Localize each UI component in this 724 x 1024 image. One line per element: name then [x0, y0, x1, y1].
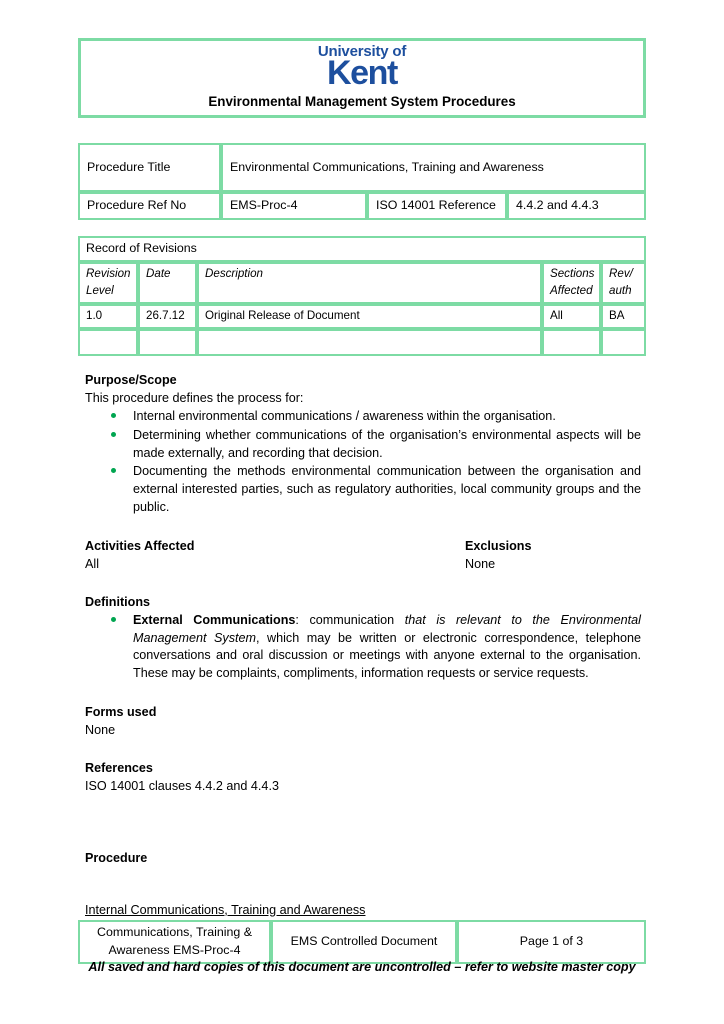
- table-header-row: [78, 262, 646, 304]
- cell-rev-auth: BA: [601, 304, 646, 329]
- table-row: [78, 192, 646, 220]
- activities-affected-block: [85, 538, 465, 574]
- procedure-title-label: Procedure Title: [78, 143, 221, 192]
- definitions-list: [85, 612, 641, 684]
- references-value: ISO 14001 clauses 4.4.2 and 4.4.3: [85, 778, 279, 793]
- list-item-text: Determining whether communications of the organisation’s environmental aspects will be made externally, and recording that decision.: [133, 427, 641, 460]
- column-header-revision-level: [78, 262, 138, 304]
- purpose-scope-heading: Purpose/Scope: [85, 373, 177, 387]
- header-line-2: auth: [609, 283, 632, 297]
- header-line-1: Rev/: [609, 266, 633, 280]
- bullet-dot-icon: [111, 468, 116, 473]
- cell-description: Original Release of Document: [197, 304, 542, 329]
- footer-doc-name-line-1: Communications, Training &: [97, 925, 252, 940]
- list-item: [85, 612, 641, 684]
- revisions-caption: Record of Revisions: [78, 236, 646, 262]
- list-item: [85, 408, 641, 426]
- table-row: [78, 236, 646, 262]
- table-row: [78, 329, 646, 356]
- exclusions-value: None: [465, 556, 496, 571]
- cell-rev-auth: [601, 329, 646, 356]
- definition-text-part2: , which may be written or electronic correspondence, telephone conversations and oral discussion or meetings with anyone external to the organisation. These may be complaints, compliments, information requests or service requests.: [133, 630, 641, 681]
- references-heading: References: [85, 760, 153, 775]
- cell-sections-affected: [542, 329, 601, 356]
- list-item: [85, 427, 641, 463]
- cell-revision-level: 1.0: [78, 304, 138, 329]
- definition-text-italic: that is relevant to the Environmental Management System: [133, 612, 641, 645]
- bullet-dot-icon: [111, 413, 116, 418]
- exclusions-block: [465, 538, 641, 574]
- page-title: Environmental Management System Procedures: [208, 94, 516, 109]
- cell-date: 26.7.12: [138, 304, 197, 329]
- column-header-rev-auth: [601, 262, 646, 304]
- list-item-text: Internal environmental communications / awareness within the organisation.: [133, 408, 556, 423]
- bullet-dot-icon: [111, 617, 116, 622]
- activities-exclusions-row: [85, 538, 641, 574]
- table-row: [78, 143, 646, 192]
- purpose-scope-intro: This procedure defines the process for:: [85, 390, 304, 405]
- procedure-heading: Procedure: [85, 850, 148, 865]
- table-row: [78, 304, 646, 329]
- purpose-scope-bullet-list: [85, 408, 641, 517]
- table-row: [78, 920, 646, 964]
- exclusions-heading: Exclusions: [465, 539, 532, 553]
- logo-line-university: University of: [317, 43, 407, 60]
- cell-sections-affected: All: [542, 304, 601, 329]
- record-of-revisions-table: [78, 236, 646, 356]
- logo-line-kent: Kent: [327, 54, 397, 92]
- header-line-1: Sections: [550, 266, 595, 280]
- list-item-text: Documenting the methods environmental communication between the organisation and external interested parties, such as regulatory authorities, local community groups and the public.: [133, 464, 641, 515]
- list-item: [85, 463, 641, 517]
- header-line-1: Revision: [86, 266, 131, 280]
- subsection-heading-internal-communications: Internal Communications, Training and Awareness: [85, 902, 366, 917]
- procedure-ref-value: EMS-Proc-4: [221, 192, 367, 220]
- document-header-banner: [78, 38, 646, 118]
- document-body: [85, 372, 641, 919]
- iso-reference-value: 4.4.2 and 4.4.3: [507, 192, 646, 220]
- footer-doc-name-line-2: Awareness EMS-Proc-4: [108, 943, 241, 957]
- forms-used-heading: Forms used: [85, 705, 157, 720]
- procedure-info-table: [78, 143, 646, 220]
- definitions-heading: Definitions: [85, 594, 151, 609]
- procedure-title-value: Environmental Communications, Training and Awareness: [221, 143, 646, 192]
- cell-date: [138, 329, 197, 356]
- footer-cell-page-number: Page 1 of 3: [457, 920, 646, 964]
- header-line-2: Level: [86, 283, 114, 297]
- bullet-dot-icon: [111, 432, 116, 437]
- footer-disclaimer: All saved and hard copies of this document are uncontrolled – refer to website master copy: [88, 960, 636, 974]
- activities-affected-value: All: [85, 556, 99, 571]
- footer-cell-document-name: [78, 920, 271, 964]
- cell-revision-level: [78, 329, 138, 356]
- document-footer-table: [78, 920, 646, 964]
- cell-description: [197, 329, 542, 356]
- footer-cell-controlled-document: EMS Controlled Document: [271, 920, 457, 964]
- definition-term: External Communications: [133, 612, 296, 627]
- column-header-description: Description: [197, 262, 542, 304]
- forms-used-value: None: [85, 723, 116, 737]
- definition-text-part1: : communication: [295, 612, 405, 627]
- activities-affected-heading: Activities Affected: [85, 539, 195, 553]
- column-header-sections-affected: [542, 262, 601, 304]
- iso-reference-label: ISO 14001 Reference: [367, 192, 507, 220]
- header-line-2: Affected: [550, 283, 593, 297]
- column-header-date: Date: [138, 262, 197, 304]
- procedure-ref-label: Procedure Ref No: [78, 192, 221, 220]
- university-logo: [81, 44, 643, 90]
